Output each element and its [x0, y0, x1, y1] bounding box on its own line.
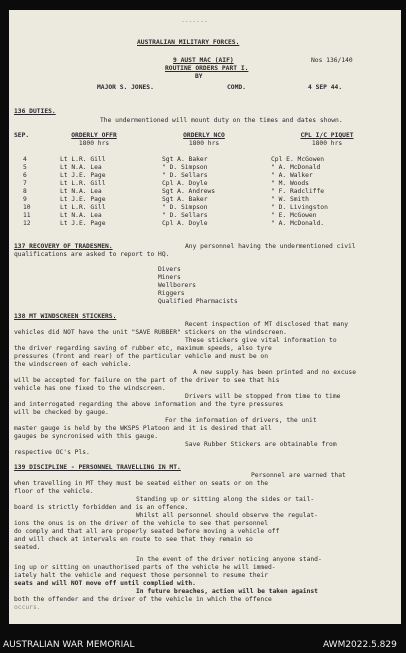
- windscreen-line: the windscreen of each vehicle.: [14, 361, 132, 368]
- row-orderly-nco: " D. Sellars: [162, 212, 208, 219]
- windscreen-line: will be checked by gauge.: [14, 409, 109, 416]
- col-orderly-nco: ORDERLY NCO: [183, 132, 225, 139]
- trade-item: Wellborers: [158, 282, 196, 289]
- discipline-line: ing up or sitting on unauthorised parts of the vehicle he will immed-: [14, 564, 276, 571]
- row-cpl-piquet: Cpl E. McGowen: [271, 156, 325, 163]
- comd-label: COMD.: [227, 84, 246, 91]
- tradesmen-line-2: qualifications are asked to report to HQ.: [14, 251, 170, 258]
- discipline-line: seats and will NOT move off until complied with.: [14, 580, 196, 587]
- row-cpl-piquet: " A. McDonald.: [271, 220, 325, 227]
- discipline-line: In future breaches, action will be taken against: [136, 588, 318, 595]
- windscreen-line: gauges be syncronised with this gauge.: [14, 433, 159, 440]
- row-cpl-piquet: " D. Livingston: [271, 204, 328, 211]
- trade-item: Divers: [158, 266, 181, 273]
- row-day: 6: [23, 172, 27, 179]
- discipline-line: Standing up or sitting along the sides or tail-: [136, 496, 315, 503]
- sep-label: SEP.: [14, 132, 30, 139]
- duties-heading: 136 DUTIES.: [14, 108, 56, 115]
- duties-intro: The undermentioned will mount duty on the times and dates shown.: [100, 117, 343, 124]
- discipline-line: In the event of the driver noticing anyone stand-: [136, 556, 322, 563]
- windscreen-line: master gauge is held by the WKSPS Platoon and it is desired that all: [14, 425, 272, 432]
- col-orderly-offr: ORDERLY OFFR: [71, 132, 117, 139]
- row-cpl-piquet: " W. Smith: [271, 196, 309, 203]
- row-orderly-offr: Lt J.E. Page: [60, 172, 106, 179]
- orders-number: Nos 136/140: [311, 57, 353, 64]
- archive-credit: AUSTRALIAN WAR MEMORIAL: [3, 640, 135, 650]
- orders-date: 4 SEP 44.: [308, 84, 343, 91]
- row-orderly-nco: " D. Simpson: [162, 164, 208, 171]
- header-faint-mark: -------: [181, 18, 208, 25]
- tradesmen-heading: 137 RECOVERY OF TRADESMEN.: [14, 243, 113, 250]
- orders-by: BY: [195, 73, 203, 80]
- row-cpl-piquet: " A. Walker: [271, 172, 313, 179]
- row-day: 8: [23, 188, 27, 195]
- row-orderly-nco: Sgt A. Baker: [162, 156, 208, 163]
- row-orderly-nco: " D. Simpson: [162, 204, 208, 211]
- unit-title: AUSTRALIAN MILITARY FORCES.: [137, 39, 240, 46]
- row-day: 11: [23, 212, 31, 219]
- windscreen-line: A new supply has been printed and no excuse: [193, 369, 357, 376]
- row-orderly-offr: Lt J.E. Page: [60, 220, 106, 227]
- row-orderly-nco: " D. Sellars: [162, 172, 208, 179]
- trade-item: Riggers: [158, 290, 185, 297]
- row-day: 10: [23, 204, 31, 211]
- row-orderly-nco: Sgt A. Baker: [162, 196, 208, 203]
- discipline-line: ions the onus is on the driver of the vehicle to see that personnel: [14, 520, 269, 527]
- commanding-officer: MAJOR S. JONES.: [97, 84, 154, 91]
- windscreen-line: will be accepted for failure on the part of the driver to see that his: [14, 377, 280, 384]
- orders-title: ROUTINE ORDERS PART I.: [165, 65, 249, 72]
- discipline-line: iately halt the vehicle and request those personnel to resume their: [14, 572, 269, 579]
- windscreen-line: vehicle has one fixed to the windscreen.: [14, 385, 166, 392]
- discipline-line: floor of the vehicle.: [14, 488, 94, 495]
- row-cpl-piquet: " M. Woods: [271, 180, 309, 187]
- row-cpl-piquet: " E. McGowen: [271, 212, 317, 219]
- col-orderly-offr-time: 1800 hrs: [78, 140, 110, 147]
- col-orderly-nco-time: 1800 hrs: [188, 140, 220, 147]
- windscreen-line: pressures (front and rear) of the particular vehicle and must be on: [14, 353, 269, 360]
- discipline-line: and will check at intervals en route to see that they remain so: [14, 536, 253, 543]
- row-day: 5: [23, 164, 27, 171]
- document-page: [9, 10, 401, 624]
- windscreen-line: respective OC's Pls.: [14, 449, 90, 456]
- windscreen-line: and interrogated regarding the above information and the tyre pressures: [14, 401, 284, 408]
- discipline-line: when travelling in MT they must be seated either on seats or on the: [14, 480, 269, 487]
- discipline-line: do comply and that all are properly seated before moving a vehicle off: [14, 528, 280, 535]
- row-day: 7: [23, 180, 27, 187]
- windscreen-line: Drivers will be stopped from time to time: [185, 393, 341, 400]
- discipline-line: Whilst all personnel should observe the regulat-: [136, 512, 318, 519]
- discipline-line: board is strictly forbidden and is an offence.: [14, 504, 189, 511]
- row-day: 9: [23, 196, 27, 203]
- discipline-line: occurs.: [14, 604, 41, 611]
- trade-item: Qualified Pharmacists: [158, 298, 238, 305]
- row-orderly-offr: Lt N.A. Lea: [60, 164, 102, 171]
- discipline-line: seated.: [14, 544, 41, 551]
- windscreen-line: the driver regarding saving of rubber etc, maximum speeds, also tyre: [14, 345, 272, 352]
- row-orderly-offr: Lt N.A. Lea: [60, 188, 102, 195]
- discipline-line: Personnel are warned that: [251, 472, 346, 479]
- row-orderly-nco: Sgt A. Andrews: [162, 188, 216, 195]
- discipline-heading: 139 DISCIPLINE - PERSONNEL TRAVELLING IN MT.: [14, 464, 181, 471]
- tradesmen-line-1: Any personnel having the undermentioned civil: [185, 243, 356, 250]
- col-cpl-piquet: CPL I/C PIQUET: [300, 132, 354, 139]
- windscreen-line: vehicles did NOT have the unit "SAVE RUBBER" stickers on the windscreen.: [14, 329, 287, 336]
- windscreen-heading: 138 MT WINDSCREEN STICKERS.: [14, 313, 117, 320]
- discipline-line: both the offender and the driver of the vehicle in which the offence: [14, 596, 272, 603]
- row-day: 4: [23, 156, 27, 163]
- trade-item: Miners: [158, 274, 181, 281]
- windscreen-line: Recent inspection of MT disclosed that many: [185, 321, 349, 328]
- row-cpl-piquet: " A. McDonald: [271, 164, 321, 171]
- row-orderly-offr: Lt N.A. Lea: [60, 212, 102, 219]
- row-orderly-offr: Lt L.R. Gill: [60, 204, 106, 211]
- unit-name: 9 AUST MAC (AIF): [173, 57, 234, 64]
- row-orderly-nco: Cpl A. Doyle: [162, 220, 208, 227]
- windscreen-line: Save Rubber Stickers are obtainable from: [185, 441, 337, 448]
- row-day: 12: [23, 220, 31, 227]
- row-cpl-piquet: " F. Radcliffe: [271, 188, 325, 195]
- windscreen-line: For the information of drivers, the unit: [165, 417, 317, 424]
- row-orderly-offr: Lt L.R. Gill: [60, 156, 106, 163]
- row-orderly-offr: Lt J.E. Page: [60, 196, 106, 203]
- row-orderly-nco: Cpl A. Doyle: [162, 180, 208, 187]
- windscreen-line: These stickers give vital information to: [185, 337, 337, 344]
- archive-reference: AWM2022.5.829: [323, 640, 397, 650]
- col-cpl-piquet-time: 1800 hrs: [311, 140, 343, 147]
- row-orderly-offr: Lt L.R. Gill: [60, 180, 106, 187]
